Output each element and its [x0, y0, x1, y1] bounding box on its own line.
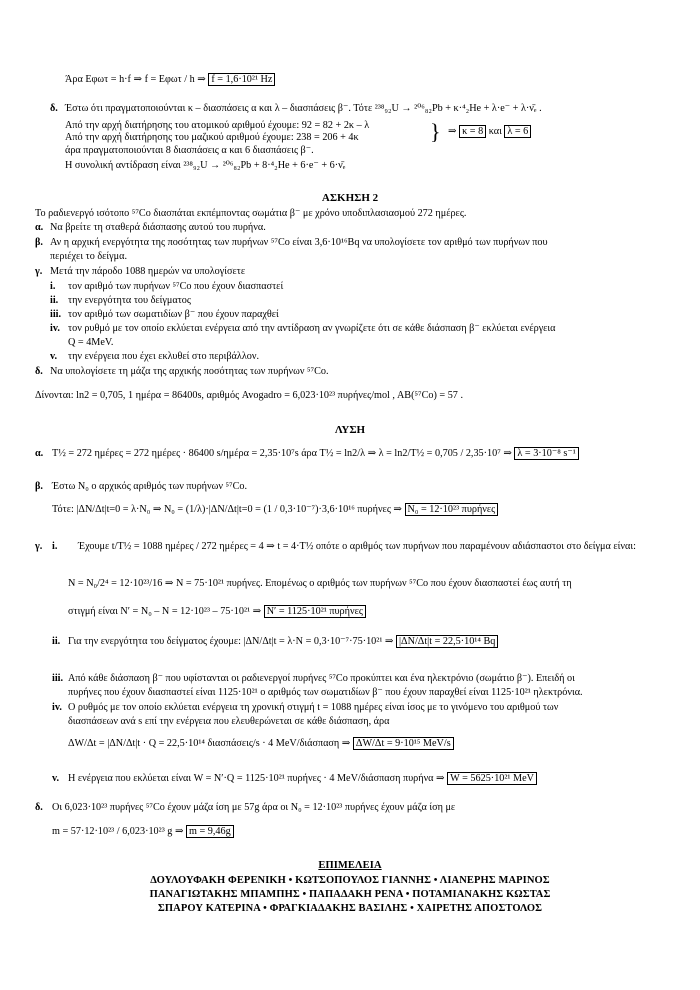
- sol-cv-equation: Η ενέργεια που εκλύεται είναι W = N′·Q = 1125·10²¹ πυρήνες · 4 MeV/διάσπαση πυρήνα ⇒: [68, 773, 445, 784]
- sol-b-box: N₀ = 12·10²³ πυρήνες: [405, 503, 499, 516]
- sol-label-d: δ.: [35, 802, 43, 813]
- question-c: Μετά την πάροδο 1088 ημερών να υπολογίσετε: [50, 266, 246, 277]
- sol-cii-equation: Για την ενεργότητα του δείγματος έχουμε: |ΔN/Δt|t = λ·N = 0,3·10⁻⁷·75·10²¹ ⇒: [68, 636, 394, 647]
- and-word: και: [488, 126, 502, 137]
- sol-ciii-line2: πυρήνες που έχουν διασπαστεί είναι 1125·10²¹ ο αριθμός των σωματιδίων β⁻ που έχουν παραχθεί είναι 1125·10²¹ ηλεκτρόνια.: [68, 687, 583, 698]
- sol-b-equation: Τότε: |ΔN/Δt|t=0 = λ·N₀ ⇒ N₀ = (1/λ)·|ΔN/Δt|t=0 = (1 / 0,3·10⁻⁷)·3,6·10¹⁶ πυρήνες ⇒: [52, 504, 402, 515]
- k-l-results: [448, 126, 531, 138]
- credits-line-3: ΣΠΑΡΟΥ ΚΑΤΕΡΙΝΑ • ΦΡΑΓΚΙΑΔΑΚΗΣ ΒΑΣΙΛΗΣ • ΧΑΙΡΕΤΗΣ ΑΠΟΣΤΟΛΟΣ: [157, 903, 543, 914]
- sol-civ-line1: Ο ρυθμός με τον οποίο εκλύεται ενέργεια τη χρονική στιγμή t = 1088 ημέρες είναι ίσος με το γινόμενο του αριθμού των: [68, 702, 559, 713]
- delta-label: δ.: [50, 103, 58, 114]
- credits-title: ΕΠΙΜΕΛΕΙΑ: [318, 860, 382, 871]
- sol-d-line2: [52, 826, 234, 838]
- sol-d-equation: m = 57·12·10²³ / 6,023·10²³ g ⇒: [52, 826, 184, 837]
- freq-equation: Άρα Eφωτ = h·f ⇒ f = Eφωτ / h ⇒: [65, 74, 206, 85]
- label-ci: i.: [50, 281, 56, 292]
- question-ci: τον αριθμό των πυρήνων ⁵⁷Co που έχουν διασπαστεί: [68, 281, 284, 292]
- sol-cv: [68, 773, 537, 785]
- question-cv: την ενέργεια που έχει εκλυθεί στο περιβάλλον.: [68, 351, 260, 362]
- freq-result-box: f = 1,6·10²¹ Hz: [208, 73, 275, 86]
- sol-a-equation: T½ = 272 ημέρες = 272 ημέρες · 86400 s/ημέρα = 2,35·10⁷s άρα T½ = ln2/λ ⇒ λ = ln2/T½ = 0,705 / 2,35·10⁷ ⇒: [52, 448, 512, 459]
- sol-d-line1: Οι 6,023·10²³ πυρήνες ⁵⁷Co έχουν μάζα ίση με 57g άρα οι N₀ = 12·10²³ πυρήνες έχουν μάζα ίση με: [52, 802, 456, 813]
- l-result-box: λ = 6: [504, 125, 531, 138]
- sol-label-civ: iv.: [52, 702, 62, 713]
- question-cii: την ενεργότητα του δείγματος: [68, 295, 191, 306]
- k-result-box: κ = 8: [459, 125, 486, 138]
- sol-civ-equation: ΔW/Δt = |ΔN/Δt|t · Q = 22,5·10¹⁴ διασπάσεις/s · 4 MeV/διάσπαση ⇒: [68, 738, 351, 749]
- sol-civ-line2: διασπάσεων ανά s επί την ενέργεια που ελευθερώνεται σε κάθε διάσπαση, άρα: [68, 716, 390, 727]
- sol-cv-box: W = 5625·10²¹ MeV: [447, 772, 537, 785]
- delta-statement: Έστω ότι πραγματοποιούνται κ – διασπάσεις α και λ – διασπάσεις β⁻. Τότε ²³⁸₉₂U → ²⁰⁶₈₂Pb + κ·⁴₂He + λ·e⁻ + λ·ν̄ₑ .: [65, 103, 542, 114]
- brace: }: [430, 119, 441, 144]
- sol-a: [52, 448, 579, 460]
- sol-b-line1: Έστω N₀ ο αρχικός αριθμός των πυρήνων ⁵⁷Co.: [52, 481, 248, 492]
- atomic-conservation: Από την αρχή διατήρησης του ατομικού αριθμού έχουμε: 92 = 82 + 2κ – λ: [65, 120, 370, 131]
- decays-summary: άρα πραγματοποιούνται 8 διασπάσεις α και 6 διασπάσεις β⁻.: [65, 145, 314, 156]
- credits-line-1: ΔΟΥΛΟΥΦΑΚΗ ΦΕΡΕΝΙΚΗ • ΚΩΤΣΟΠΟΥΛΟΣ ΓΙΑΝΝΗΣ • ΛΙΑΝΕΡΗΣ ΜΑΡΙΝΟΣ: [150, 875, 550, 886]
- label-b: β.: [35, 237, 43, 248]
- freq-line: [65, 74, 275, 86]
- sol-label-a: α.: [35, 448, 44, 459]
- sol-label-ciii: iii.: [52, 673, 64, 684]
- sol-a-box: λ = 3·10⁻⁸ s⁻¹: [514, 447, 578, 460]
- sol-ci-line2: N = N₀/2⁴ = 12·10²³/16 ⇒ N = 75·10²¹ πυρήνες. Επομένως ο αριθμός των πυρήνων ⁵⁷Co που έχουν διασπαστεί έως αυτή τη: [68, 578, 572, 589]
- label-ciii: iii.: [50, 309, 62, 320]
- sol-cii-box: |ΔN/Δt|t = 22,5·10¹⁴ Bq: [396, 635, 498, 648]
- question-civ-line2: Q = 4MeV.: [68, 337, 114, 348]
- exercise-title: ΑΣΚΗΣΗ 2: [321, 192, 379, 204]
- sol-civ-box: ΔW/Δt = 9·10¹⁵ MeV/s: [353, 737, 454, 750]
- question-a: Να βρείτε τη σταθερά διάσπασης αυτού του πυρήνα.: [50, 222, 266, 233]
- sol-ci-line1: Έχουμε t/T½ = 1088 ημέρες / 272 ημέρες = 4 ⇒ t = 4·T½ οπότε ο αριθμός των πυρήνων που παραμένουν αδιάσπαστοι στο δείγμα είναι:: [78, 541, 636, 552]
- given-data: Δίνονται: ln2 = 0,705, 1 ημέρα = 86400s, αριθμός Avogadro = 6,023·10²³ πυρήνες/mol , AB(⁵⁷Co) = 57 .: [35, 390, 463, 401]
- solution-title: ΛΥΣΗ: [334, 424, 366, 436]
- sol-d-box: m = 9,46g: [186, 825, 234, 838]
- label-a: α.: [35, 222, 44, 233]
- sol-ci-equation: στιγμή είναι N′ = N₀ – N = 12·10²³ – 75·10²¹ ⇒: [68, 606, 262, 617]
- credits-line-2: ΠΑΝΑΓΙΩΤΑΚΗΣ ΜΠΑΜΠΗΣ • ΠΑΠΑΔΑΚΗ ΡΕΝΑ • ΠΟΤΑΜΙΑΝΑΚΗΣ ΚΩΣΤΑΣ: [149, 889, 551, 900]
- label-d: δ.: [35, 366, 43, 377]
- question-b-line2: περιέχει το δείγμα.: [50, 251, 128, 262]
- sol-ciii-line1: Από κάθε διάσπαση β⁻ που υφίστανται οι ραδιενεργοί πυρήνες ⁵⁷Co προκύπτει και ένα ηλεκτρόνιο (σωμάτιο β⁻). Επειδή οι: [68, 673, 575, 684]
- question-ciii: τον αριθμό των σωματιδίων β⁻ που έχουν παραχθεί: [68, 309, 279, 320]
- total-reaction: Η συνολική αντίδραση είναι ²³⁸₉₂U → ²⁰⁶₈₂Pb + 8·⁴₂He + 6·e⁻ + 6·ν̄ₑ: [65, 160, 346, 171]
- sol-ci-line3: [68, 606, 366, 618]
- label-civ: iv.: [50, 323, 60, 334]
- label-cii: ii.: [50, 295, 59, 306]
- sol-label-cv: v.: [52, 773, 60, 784]
- arrow-icon: ⇒: [448, 126, 457, 137]
- sol-label-ci: i.: [52, 541, 58, 552]
- sol-label-cii: ii.: [52, 636, 61, 647]
- sol-civ-line3: [68, 738, 454, 750]
- sol-b-line2: [52, 504, 498, 516]
- sol-label-c: γ.: [35, 541, 43, 552]
- question-b-line1: Αν η αρχική ενεργότητα της ποσότητας των πυρήνων ⁵⁷Co είναι 3,6·10¹⁶Bq να υπολογίσετε τον αριθμό των πυρήνων που: [50, 237, 548, 248]
- mass-conservation: Από την αρχή διατήρησης του μαζικού αριθμού έχουμε: 238 = 206 + 4κ: [65, 132, 359, 143]
- sol-ci-box: N′ = 1125·10²¹ πυρήνες: [264, 605, 366, 618]
- exercise-intro: Το ραδιενεργό ισότοπο ⁵⁷Co διασπάται εκπέμποντας σωμάτια β⁻ με χρόνο υποδιπλασιασμού 272 ημέρες.: [35, 208, 467, 219]
- sol-cii: [68, 636, 498, 648]
- label-cv: v.: [50, 351, 58, 362]
- question-d: Να υπολογίσετε τη μάζα της αρχικής ποσότητας των πυρήνων ⁵⁷Co.: [50, 366, 329, 377]
- label-c: γ.: [35, 266, 43, 277]
- sol-label-b: β.: [35, 481, 43, 492]
- question-civ-line1: τον ρυθμό με τον οποίο εκλύεται ενέργεια από την αντίδραση αν γνωρίζετε ότι σε κάθε διάσπαση β⁻ εκλύεται ενέργεια: [68, 323, 556, 334]
